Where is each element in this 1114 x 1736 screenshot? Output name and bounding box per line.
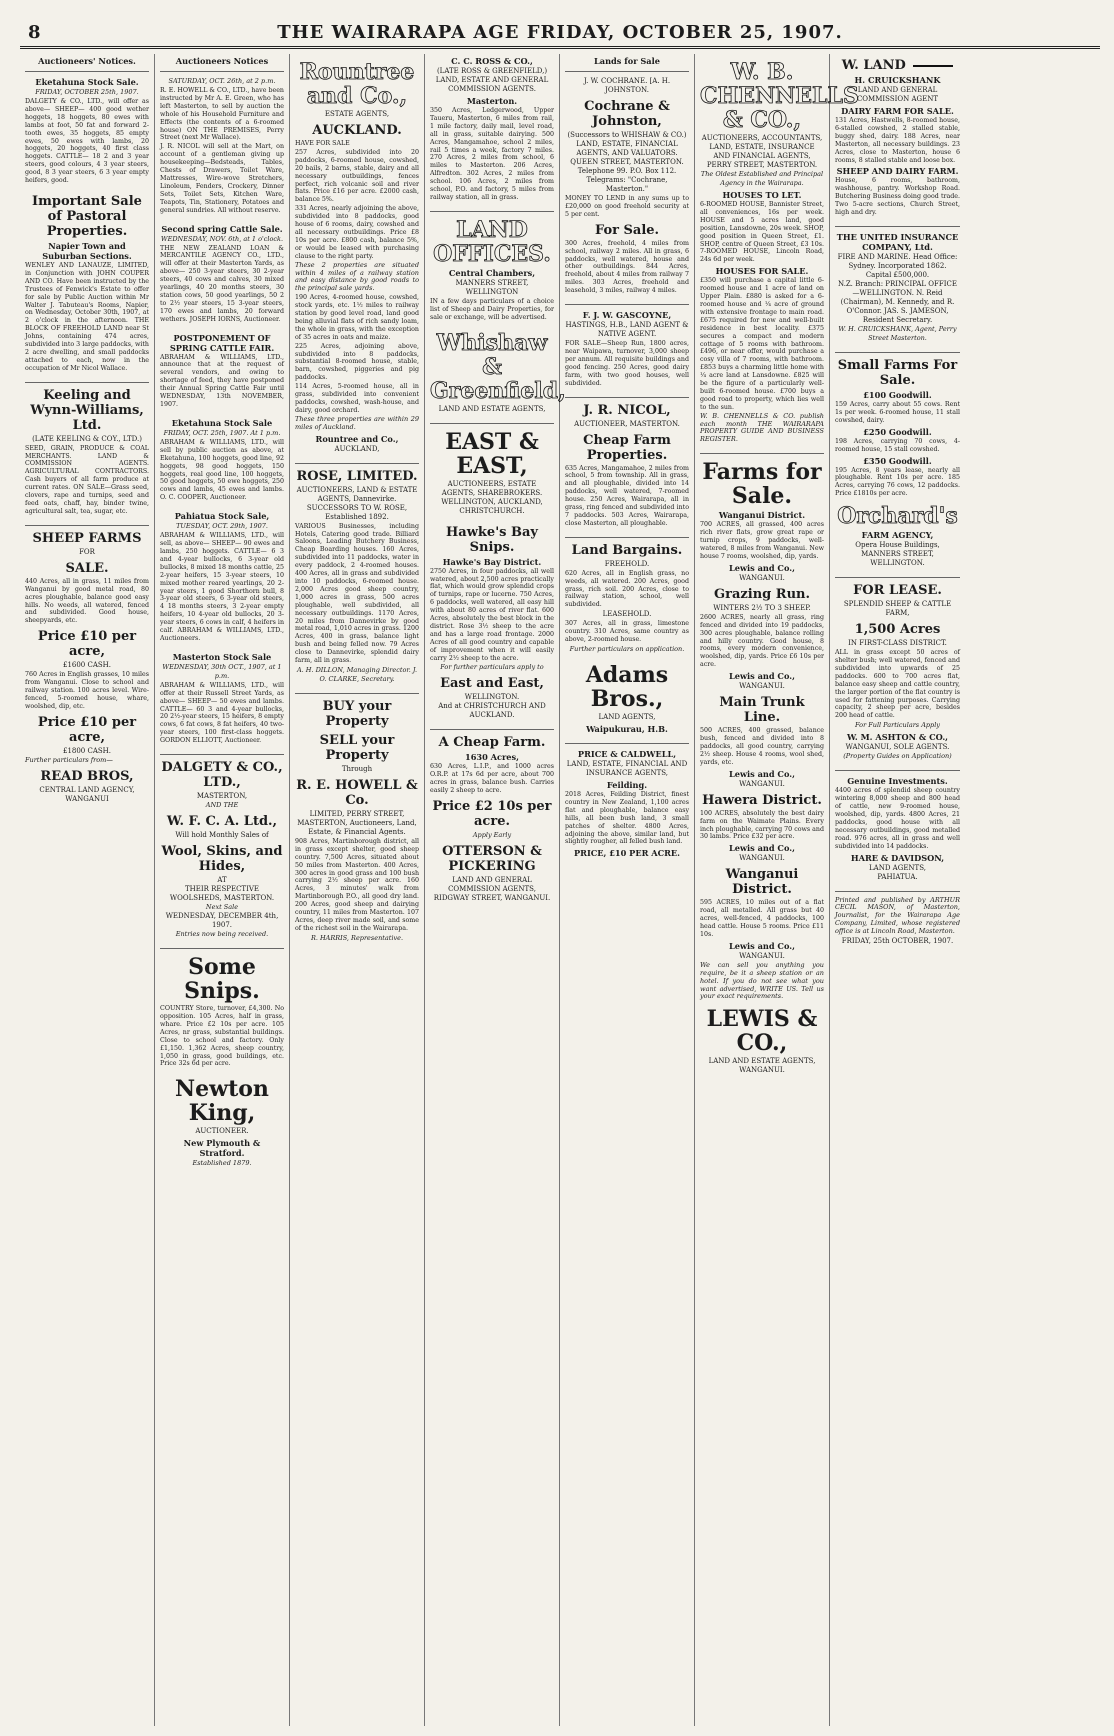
ad-subtitle: AUCTIONEERS, ESTATE AGENTS, SHAREBROKERS. WELLINGTON, AUCKLAND, CHRISTCHURCH. bbox=[441, 479, 543, 515]
ad-date: FRIDAY, OCTOBER 25th, 1907. bbox=[35, 88, 139, 96]
columns bbox=[20, 54, 1100, 1726]
agent-address: LAND AND GENERAL COMMISSION AGENTS, RIDGWAY STREET, WANGANUI. bbox=[433, 876, 551, 903]
ad-hawkes-bay bbox=[430, 525, 554, 721]
divider bbox=[160, 948, 284, 949]
listing-cash: £1600 CASH. bbox=[62, 661, 112, 670]
column-4 bbox=[425, 54, 566, 1726]
divider bbox=[565, 304, 689, 305]
agent-address: WELLINGTON. bbox=[464, 693, 520, 702]
ad-note: (Property Guides on Application) bbox=[843, 752, 952, 761]
ad-rose-limited bbox=[295, 469, 419, 684]
ad-subtitle: (LATE ROSS & GREENFIELD,) LAND, ESTATE AND GENERAL COMMISSION AGENTS. bbox=[435, 67, 549, 93]
agent-city: WANGANUI. bbox=[739, 573, 785, 582]
ad-title: PRICE & CALDWELL, bbox=[577, 749, 677, 759]
listing-price: Price £10 per acre, bbox=[37, 714, 137, 745]
ad-body: Entries now being received. bbox=[175, 930, 269, 939]
ad-title: Cochrane & Johnston, bbox=[584, 99, 670, 129]
ad-further: Further particulars on application. bbox=[569, 645, 685, 653]
divider bbox=[160, 71, 284, 72]
ad-subtitle: LAND AND GENERAL COMMISSION AGENT bbox=[856, 86, 939, 103]
ad-apply: Apply Early bbox=[472, 831, 512, 840]
ad-subtitle: 1630 Acres, bbox=[465, 752, 519, 763]
ad-cochrane bbox=[565, 77, 689, 295]
ad-keeling bbox=[25, 388, 149, 516]
ad-place: New Plymouth & Stratford. bbox=[183, 1138, 261, 1159]
ad-body: SEED, GRAIN, PRODUCE & COAL MERCHANTS. LAND & COMMISSION AGENTS. AGRICULTURAL CONTRACTORS. Cash buyers of all farm produce at current rates. ON SALE—Grass seed, clovers, rape and turnips, seed and feed oats, chaff, hay, binder twine, agricultural salt, tea, sugar, etc. bbox=[25, 444, 149, 515]
ad-heading: DAIRY FARM FOR SALE. bbox=[841, 106, 954, 116]
column-3 bbox=[290, 54, 425, 1726]
divider bbox=[835, 226, 960, 227]
ad-second-spring bbox=[160, 224, 284, 324]
page-number: 8 bbox=[28, 22, 41, 43]
column-1 bbox=[20, 54, 155, 1726]
goodwill-title: £350 Goodwill. bbox=[863, 455, 932, 466]
ad-title: Hawera District. bbox=[702, 792, 822, 808]
agent-city: WANGANUI. bbox=[739, 682, 785, 691]
ad-title: POSTPONEMENT OF SPRING CATTLE FAIR. bbox=[169, 332, 275, 353]
ad-through: Through bbox=[341, 764, 373, 773]
ad-subtitle: AUCTIONEER, MASTERTON. bbox=[574, 419, 680, 428]
ad-body: 635 Acres, Mangamahoe, 2 miles from school, 5 from township. All in grass, and all ploughable, divided into 14 paddocks, well watered, 7-roomed house. 250 Acres, Wairarapa, all in grass, ring fenced and subdivided into 7 paddocks. 503 Acres, Wairarapa, close Masterton, all ploughable. bbox=[565, 464, 689, 527]
listing-text: 190 Acres, 4-roomed house, cowshed, stock yards, etc. 1½ miles to railway station by good level road, land good being alluvial flats of rich sandy loam, the whole in grass, with the exception of 35 acres in oats and maize. bbox=[295, 294, 419, 341]
arrow-icon bbox=[913, 65, 953, 67]
divider bbox=[835, 352, 960, 353]
ad-names: J. W. COCHRANE. [A. H. JOHNSTON. bbox=[583, 77, 671, 94]
ad-chennells bbox=[700, 59, 859, 444]
divider bbox=[835, 770, 960, 771]
ad-title: Masterton Stock Sale bbox=[172, 651, 272, 662]
ad-signature: W. B. CHENNELLS & CO. publish each month THE WAIRARAPA PROPERTY GUIDE AND BUSINESS REGISTER. bbox=[700, 411, 824, 444]
divider bbox=[430, 211, 554, 212]
ad-city: Masterton. bbox=[466, 96, 518, 106]
ad-subtitle: AUCTIONEER. bbox=[195, 1127, 249, 1136]
listing-note: These 2 properties are situated within 4 miles of a railway station and easy distance by good roads to the principal sale yards. bbox=[295, 260, 419, 293]
ad-body: 2018 Acres, Feilding District, finest country in New Zealand, 1,100 acres flat and ploughable, balance easy hills, all been bush land, 3 small patches of shelter. 4800 Acres, adjoining the above, similar land, but slightly rougher, all felled bush land. bbox=[565, 791, 689, 846]
ad-further: For further particulars apply to bbox=[440, 663, 544, 672]
ad-date: FRIDAY, OCT. 25th, 1907. At 1 p.m. bbox=[163, 428, 281, 437]
ad-body: 4400 acres of splendid sheep country wintering 8,000 sheep and 800 head of cattle, new 9-roomed house, woolshed, dip, yards. 4800 Acres, 21 paddocks, good house with all necessary outbuildings, good metalled road. 976 acres, all in grass and well subdivided into 14 paddocks. bbox=[835, 787, 960, 850]
newspaper-title: THE WAIRARAPA AGE FRIDAY, OCTOBER 25, 1907. bbox=[277, 22, 843, 43]
listing-text: 331 Acres, nearly adjoining the above, subdivided into 8 paddocks, good house of 6 rooms, dairy, cowshed and all necessary outbuildings. Price £8 10s per acre. £800 cash, balance 5%, or would be leased with purchasing clause to the right party. bbox=[295, 205, 419, 260]
ad-body: 307 Acres, all in grass, limestone country. 310 Acres, same country as above, 2-roomed house. bbox=[565, 620, 689, 644]
ad-address: QUEEN STREET, MASTERTON. Telephone 99. P.O. Box 112. Telegrams: "Cochrane, Masterton." bbox=[570, 158, 684, 193]
ad-note: We can sell you anything you require, be it a sheep station or an hotel. If you do not see what you want advertised, WRITE US. Tell us your exact requirements. bbox=[700, 960, 824, 1001]
ad-title: Pahiatua Stock Sale, bbox=[174, 511, 270, 522]
ad-body: ALL in grass except 50 acres of shelter bush; well watered, fenced and subdivided into upwards of 25 paddocks. 600 to 700 acres flat, balance easy sheep and cattle country, the larger portion of the flat country is used for fattening purposes. Carrying capacity, 2 sheep per acre, besides 200 head of cattle. bbox=[835, 649, 960, 720]
ad-body: 2750 Acres, in four paddocks, all well watered, about 2,500 acres practically flat, which would grow splendid crops of turnips, rape or lucerne. 750 Acres, 6 paddocks, well watered, all easy hill with about 80 acres of river flat. 600 Acres, absolutely the best block in the district. Rose 3½ sheep to the acre and has a large road frontage. 2000 Acres of all good country and capable of improvement when it will easily carry 2½ sheep to the acre. bbox=[430, 567, 554, 662]
ad-title: Rountree and Co., bbox=[299, 59, 415, 109]
ad-postponement bbox=[160, 333, 284, 409]
ad-title: Grazing Run. bbox=[714, 586, 810, 602]
ad-title: EAST & EAST, bbox=[445, 428, 539, 479]
divider bbox=[25, 382, 149, 383]
ad-sheep-farms bbox=[25, 531, 149, 804]
ad-title: J. R. NICOL, bbox=[583, 402, 671, 418]
ad-cruickshank bbox=[835, 58, 960, 217]
ad-subtitle: AUCTIONEERS, ACCOUNTANTS, LAND, ESTATE, INSURANCE AND FINANCIAL AGENTS, bbox=[701, 134, 823, 160]
ad-gascoyne bbox=[565, 310, 689, 387]
listing-text: 114 Acres, 5-roomed house, all in grass, subdivided into convenient paddocks, cowshed, wash-house, and dairy, good orchard. bbox=[295, 383, 419, 414]
ad-subtitle: AND THE bbox=[205, 801, 239, 810]
ad-body: VARIOUS Businesses, including Hotels, Catering good trade. Billiard Saloons, Leading Butchery Business, Cheap Boarding houses. 160 Acres, subdivided into 11 paddocks, water in every paddock, 2 4-roomed houses. 400 Acres, all in grass and subdivided into 10 paddocks, 6-roomed house. 2,000 Acres good sheep country, 1,000 acres in grass, 500 acres ploughable, well subdivided, all necessary outbuildings. 1170 Acres, 20 miles from Dannevirke by good metal road, 1,010 acres in grass. 1200 Acres, 400 in grass, balance light bush and being felled now. 79 Acres close to Dannevirke, splendid dairy farm, all in grass. bbox=[295, 522, 419, 665]
ad-date: WEDNESDAY, NOV. 6th, at 1 o'clock. bbox=[160, 234, 284, 243]
ad-subtitle: HASTINGS, H.B., LAND AGENT & NATIVE AGENT. bbox=[565, 321, 689, 339]
ad-body: THEIR RESPECTIVE WOOLSHEDS, MASTERTON. bbox=[169, 885, 275, 903]
ad-subtitle: LEASEHOLD. bbox=[602, 610, 652, 619]
agent-name: Lewis and Co., bbox=[729, 562, 795, 573]
ad-subtitle: LAND AND ESTATE AGENTS, bbox=[438, 404, 546, 413]
column-2 bbox=[155, 54, 290, 1726]
ad-title: W. F. C. A. Ltd., bbox=[166, 814, 278, 830]
ad-established: Established 1879. bbox=[192, 1159, 252, 1168]
agent-address: CENTRAL LAND AGENCY, WANGANUI bbox=[39, 785, 135, 803]
divider bbox=[25, 71, 149, 72]
divider bbox=[700, 453, 824, 454]
ad-body: AT bbox=[217, 876, 227, 885]
divider bbox=[835, 577, 960, 578]
divider bbox=[835, 891, 960, 892]
ad-land-offices bbox=[430, 218, 554, 322]
ad-date: TUESDAY, OCT. 29th, 1907. bbox=[176, 522, 268, 531]
ad-title: BUY your Property bbox=[322, 698, 392, 729]
listing-cash: £1800 CASH. bbox=[62, 746, 112, 755]
agent-city: WANGANUI. bbox=[739, 951, 785, 960]
ad-farms-for-sale bbox=[700, 460, 824, 1075]
ad-title: Land Bargains. bbox=[571, 542, 683, 558]
ad-ross bbox=[430, 56, 554, 202]
ad-eketahuna-sale bbox=[25, 77, 149, 185]
agent-name: READ BROS, bbox=[40, 768, 134, 784]
column-5 bbox=[560, 54, 695, 1726]
divider bbox=[430, 729, 554, 730]
agent-name: HARE & DAVIDSON, bbox=[850, 852, 945, 863]
agent-name: Lewis and Co., bbox=[729, 768, 795, 779]
listing-text: 440 Acres, all in grass, 11 miles from Wanganui by good metal road, 80 acres ploughable, balance good easy hills. No weeds, all watered, fenced and subdivided. Good house, sheepyards, etc. bbox=[25, 577, 149, 625]
ad-rountree bbox=[295, 60, 419, 454]
ad-land-bargains bbox=[565, 543, 689, 654]
listing-text: 760 Acres in English grasses, 10 miles from Wanganui. Close to school and railway station. 100 acres level. Wire-fenced, 5-roomed house, whare, woolshed, dip, etc. bbox=[25, 671, 149, 710]
agent-city: WANGANUI. bbox=[739, 779, 785, 788]
agent-name: East and East, bbox=[440, 676, 544, 692]
ad-title-line-2: FOR bbox=[79, 547, 95, 556]
ad-important-sale bbox=[25, 194, 149, 373]
imprint-text: Printed and published by ARTHUR CECIL MASON, of Masterton, Journalist, for the Wairarapa Age Company, Limited, whose registered office is at Lincoln Road, Masterton. bbox=[835, 895, 960, 936]
goodwill-title: £250 Goodwill. bbox=[863, 426, 932, 437]
imprint bbox=[835, 897, 960, 947]
agent-name: W. M. ASHTON & CO., bbox=[846, 732, 949, 743]
listing-text: 2600 ACRES, nearly all grass, ring fenced and divided into 19 paddocks, 300 acres ploughable, balance rolling and hilly country. Good house, 8 rooms, every modern convenience, woolshed, dip, yards. Price £6 10s per acre. bbox=[700, 613, 824, 669]
ad-body: DALGETY & CO., LTD., will offer as above— SHEEP— 400 good wether hoggets, 18 hoggets, 80 ewes with lambs at foot, 50 fat and forward 2-tooth ewes, 35 hoggets, 85 empty ewes, 50 ewes with lambs, 20 hoggets, 20 hoggets, 40 first class hoggets. CATTLE— 18 2 and 3 year steers, good colours, 4 3 year steers, good, 8 3 year steers, 6 3 year empty heifers, good. bbox=[25, 98, 149, 185]
agent-subtitle: WANGANUI, SOLE AGENTS. bbox=[845, 743, 950, 752]
ad-city: Waipukurau, H.B. bbox=[586, 724, 668, 734]
ad-apply: For Full Particulars Apply bbox=[855, 721, 940, 730]
ad-body: 620 Acres, all in English grass, no weeds, all watered. 200 Acres, good grass, rich soil. 200 Acres, close to railway station, school, well subdivided. bbox=[565, 569, 689, 609]
listing-text: 700 ACRES, all grassed, 400 acres rich river flats, grow great rape or turnip crops, 9 paddocks, well-watered, 8 miles from Wanganui. New house 7 rooms, woolshed, dip, yards. bbox=[700, 521, 824, 560]
listing-text: 159 Acres, carry about 55 cows. Rent 1s per week. 6-roomed house, 11 stall cowshed, dairy. bbox=[835, 400, 960, 424]
ad-body: J. R. NICOL will sell at the Mart, on account of a gentleman giving up housekeeping—Bedsteads, Tables, Chests of Drawers, Toilet Ware, Mattresses, Wire-wove Stretchers, Linoleum, Fenders, Crockery, Dinner Sets, Toilet Sets, Kitchen Ware, Teapots, Tin, Stationery, Potatoes and general sundries. All without reserve. bbox=[160, 143, 284, 214]
ad-title: Whishaw & Greenfield, bbox=[430, 329, 566, 404]
ad-title: DALGETY & CO., LTD., bbox=[161, 760, 283, 791]
divider bbox=[430, 423, 554, 424]
listing-note: These three properties are within 29 miles of Auckland. bbox=[295, 414, 419, 431]
ad-eketahuna-2 bbox=[160, 418, 284, 502]
ad-acres: 1,500 Acres bbox=[854, 622, 941, 638]
listing-price: PRICE, £10 PER ACRE. bbox=[573, 848, 680, 859]
ad-body: WENLEY AND LANAUZE, LIMITED, in Conjunction with JOHN COUPER AND CO. Have been instructed by the Trustees of Fenwick's Estate to offer for sale by Public Auction within Mr Walter J. Tabuteau's Rooms, Napier, on Wednesday, October 30th, 1907, at 2 o'clock in the afternoon. THE BLOCK OF FREEHOLD LAND near St Johns, containing 474 acres, subdivided into 3 large paddocks, with 2 acre dwelling, and small paddocks attached to each, now in the occupation of Mr Nicol Wallace. bbox=[25, 261, 149, 372]
ad-title: Important Sale of Pastoral Properties. bbox=[32, 193, 142, 239]
ad-date: WEDNESDAY, DECEMBER 4th, 1907. bbox=[165, 912, 279, 930]
agent-subtitle: LAND AND ESTATE AGENTS, bbox=[708, 1057, 816, 1066]
ad-some-snips bbox=[160, 955, 284, 1068]
listing-text: 225 Acres, adjoining above, subdivided into 8 paddocks, substantial 8-roomed house, stable, barn, cowshed, piggeries and pig paddocks. bbox=[295, 342, 419, 382]
ad-heading: HOUSES TO LET. bbox=[722, 190, 802, 200]
divider bbox=[565, 71, 689, 72]
ad-whishaw bbox=[430, 329, 566, 414]
ad-body: £350 will purchase a capital little 6-roomed house and 1 acre of land on Upper Plain. £880 is asked for a 6-roomed house and ¼ acre of ground with extensive frontage to main road. £675 required for new and well-built residence in best locality. £375 secures a compact and modern cottage of 5 rooms with bathroom. £496, or near offer, would purchase a cosy villa of 7 rooms, with bathroom. £853 buys a charming little home with ¼ acre land at Lansdowne. £825 will be the figure of a particularly well-built 6-roomed house. £700 buys a good road to property, which lies well to the sun. bbox=[700, 277, 824, 411]
section-heading: Lands for Sale bbox=[594, 56, 660, 66]
ad-subtitle: (LATE KEELING & COY., LTD.) bbox=[32, 434, 142, 443]
ad-title-line-3: SALE. bbox=[65, 560, 109, 576]
agent-address: Opera House Buildings, MANNERS STREET, WELLINGTON. bbox=[855, 541, 940, 568]
ad-intro: HAVE FOR SALE bbox=[295, 140, 350, 147]
ad-title: W. B. CHENNELLS & CO., bbox=[700, 59, 859, 133]
ad-body: Next Sale bbox=[205, 903, 239, 912]
ad-subtitle: LIMITED, PERRY STREET, MASTERTON, Auctioneers, Land, Estate, & Financial Agents. bbox=[297, 809, 417, 836]
ad-body: ABRAHAM & WILLIAMS, LTD., will offer at their Russell Street Yards, as above— SHEEP— 50 ewes and lambs. CATTLE— 60 3 and 4-year bullocks, 20 2½-year steers, 15 heifers, 8 empty cows, 6 fat cows, 8 fat heifers, 40 two-year steers, 100 first-class hoggets. GORDON ELLIOTT, Auctioneer. bbox=[160, 681, 284, 745]
agent-name: Orchard's bbox=[837, 503, 958, 530]
ad-address: PERRY STREET, MASTERTON. bbox=[706, 161, 818, 169]
ad-price-caldwell bbox=[565, 749, 689, 858]
logo-word: LAND bbox=[863, 58, 906, 73]
listing-text: 198 Acres, carrying 70 cows, 4-roomed house, 15 stall cowshed. bbox=[835, 437, 960, 453]
ad-title: For Sale. bbox=[594, 222, 660, 238]
ad-title: Genuine Investments. bbox=[847, 776, 948, 787]
listing-text: 100 ACRES, absolutely the best dairy farm on the Waimate Plains. Every inch ploughable, carrying 70 cows and 30 lambs. Price £32 per acre. bbox=[700, 809, 824, 841]
ad-signature: R. HARRIS, Representative. bbox=[310, 933, 404, 942]
ad-signature: A. H. DILLON, Managing Director. J. O. CLARKE, Secretary. bbox=[296, 665, 418, 683]
logo-initial: W. bbox=[841, 58, 859, 73]
divider bbox=[25, 525, 149, 526]
listing-text: 500 ACRES, 400 grassed, balance bush, fenced and divided into 8 paddocks, all good country, carrying 2½ sheep. House 4 rooms, wool shed, yards, etc. bbox=[700, 727, 824, 766]
ad-body: R. E. HOWELL & CO., LTD., have been instructed by Mr A. E. Green, who has left Masterton, to sell by auction the whole of his Household Furniture and Effects (the contents of a 6-roomed house) ON THE PREMISES, Perry Street (next Mr Wallace). bbox=[160, 87, 284, 142]
ad-body: ABRAHAM & WILLIAMS, LTD., will sell, as above— SHEEP— 90 ewes and lambs, 250 hoggets. CATTLE— 6 3 and 4-year bullocks, 6 3-year old bullocks, 8 mixed 18 months cattle, 25 2-year heifers, 15 3-year steers, 10 mixed mother reared yearlings, 20 2-year steers, 1 good Shorthorn bull, 8 3-year old steers, 6 3-year old steers, 4 18 months steers, 3 2-year empty heifers, 10 4-year old bullocks, 20 3-year steers, 6 cows in calf, 4 heifers in calf. ABRAHAM & WILLIAMS, LTD., Auctioneers. bbox=[160, 532, 284, 642]
ad-title: ROSE, LIMITED. bbox=[296, 468, 418, 484]
divider bbox=[565, 397, 689, 398]
land-logo bbox=[835, 58, 960, 73]
agent-name: Lewis and Co., bbox=[729, 671, 795, 682]
ad-body: House, 6 rooms, bathroom, washhouse, pantry. Workshop Road. Butchering Business doing good trade. Two 5-acre sections, Church Street, high and dry. bbox=[835, 177, 960, 217]
ad-title: Wanganui District. bbox=[725, 867, 799, 898]
ad-title: Rountree and Co., bbox=[315, 433, 399, 444]
ad-newton-king bbox=[160, 1077, 284, 1168]
agent-name: Lewis and Co., bbox=[729, 940, 795, 951]
ad-city: AUCKLAND. bbox=[312, 123, 402, 138]
ad-nicol bbox=[565, 403, 689, 528]
ad-body: ABRAHAM & WILLIAMS, LTD., will sell by public auction as above, at Eketahuna, 100 hoggets, good line, 92 hoggets, 98 good hoggets, 150 hoggets, real good line, 100 hoggets, 50 good hoggets, 50 ewe hoggets, 250 cows and lambs, 45 ewes and lambs. O. C. COOPER, Auctioneer. bbox=[160, 438, 284, 502]
ad-howell-furniture bbox=[160, 77, 284, 215]
ad-subtitle: LAND AGENTS, bbox=[598, 713, 656, 721]
ad-body: 131 Acres, Hastwells, 8-roomed house, 6-stalled cowshed, 2 stalled stable, buggy shed, dairy. 188 Acres, near Masterton, all necessary buildings. 23 Acres, close to Masterton, house 6 rooms, 8 stalled stable and loose box. bbox=[835, 117, 960, 164]
agent-subtitle: FARM AGENCY, bbox=[861, 530, 934, 541]
ad-title: Newton King, bbox=[175, 1076, 269, 1127]
ad-title: FOR LEASE. bbox=[853, 583, 942, 599]
ad-heading: Cheap Farm Properties. bbox=[583, 432, 671, 463]
agent-city: WANGANUI. bbox=[739, 1066, 785, 1075]
ad-cheap-farm bbox=[430, 735, 554, 903]
agent-city: WANGANUI. bbox=[739, 854, 785, 863]
ad-body: Will hold Monthly Sales of bbox=[175, 831, 269, 840]
divider bbox=[565, 743, 689, 744]
divider bbox=[565, 537, 689, 538]
ad-city: Feilding. bbox=[606, 780, 648, 790]
divider bbox=[295, 463, 419, 464]
ad-body: THE NEW ZEALAND LOAN & MERCANTILE AGENCY CO., LTD., will offer at their Masterton Yards, as above— 250 3-year steers, 30 2-year steers, 40 cows and calves, 30 mixed yearlings, 40 20 months steers, 30 station cows, 50 good yearlings, 50 2 to 2½ year steers, 15 3-year steers, 170 ewes and lambs, 20 forward wethers. JOSEPH IORNS, Auctioneer. bbox=[160, 244, 284, 323]
ad-title: Main Trunk Line. bbox=[719, 695, 805, 726]
ad-title: F. J. W. GASCOYNE, bbox=[582, 310, 672, 321]
divider bbox=[295, 693, 419, 694]
ad-agent: W. H. CRUICKSHANK, Agent, Perry Street Masterton. bbox=[838, 324, 957, 342]
agent-address: And at CHRISTCHURCH AND AUCKLAND. bbox=[438, 702, 546, 720]
ad-subtitle: LAND, ESTATE, FINANCIAL AND INSURANCE AGENTS, bbox=[566, 760, 688, 777]
ad-city: AUCKLAND, bbox=[334, 444, 380, 453]
ad-title: Wool, Skins, and Hides, bbox=[161, 844, 283, 875]
ad-date: WEDNESDAY, 30th OCT., 1907, at 1 p.m. bbox=[162, 662, 282, 680]
ad-title: C. C. ROSS & CO., bbox=[451, 56, 533, 66]
ad-body: N.Z. Branch: PRINCIPAL OFFICE—WELLINGTON. N. Reid (Chairman), M. Kennedy, and R. O'Connor. JAS. S. JAMESON, Resident Secretary. bbox=[838, 279, 957, 324]
agent-name: Lewis and Co., bbox=[729, 843, 795, 854]
ad-heading: HOUSES FOR SALE. bbox=[715, 266, 809, 277]
ad-title: H. CRUICKSHANK bbox=[854, 75, 941, 85]
ad-subtitle: Hawke's Bay District. bbox=[442, 556, 542, 567]
column-7 bbox=[830, 54, 965, 1726]
ad-title: LAND OFFICES. bbox=[433, 216, 551, 267]
ad-body: MONEY TO LEND in any sums up to £20,000 on good freehold security at 5 per cent. bbox=[565, 195, 689, 218]
ad-united-insurance bbox=[835, 232, 960, 343]
agent-name: R. E. HOWELL & Co. bbox=[296, 777, 418, 808]
ad-title-line-1: SHEEP FARMS bbox=[32, 530, 142, 546]
ad-body: 300 Acres, freehold, 4 miles from school, railway 2 miles. All in grass, 6 paddocks, well watered, house and other outbuildings. 844 Acres, freehold, about 4 miles from railway 7 miles. 303 Acres, freehold and leasehold, 3 miles, railway 4 miles. bbox=[565, 239, 689, 295]
ad-adams-bros bbox=[565, 663, 689, 734]
ad-title: Small Farms For Sale. bbox=[837, 357, 958, 388]
ad-heading: SHEEP AND DAIRY FARM. bbox=[836, 166, 959, 177]
ad-masterton-stock bbox=[160, 652, 284, 745]
ad-title: Eketahuna Stock Sale bbox=[171, 417, 273, 428]
ad-date: SATURDAY, OCT. 26th, at 2 p.m. bbox=[168, 77, 276, 85]
ad-title: Keeling and Wynn-Williams, Ltd. bbox=[30, 387, 144, 433]
ad-title: Eketahuna Stock Sale. bbox=[35, 77, 139, 87]
ad-title: Some Snips. bbox=[184, 954, 260, 1005]
goodwill-title: £100 Goodwill. bbox=[863, 389, 932, 400]
listing-text: 257 Acres, subdivided into 20 paddocks, 6-roomed house, cowshed, 20 bails, 2 barns, stable, dairy and all necessary outbuildings, fences perfect, rich volcanic soil and river flats. Price £16 per acre. £2000 cash, balance 5%. bbox=[295, 148, 419, 204]
ad-subtitle: Wanganui District. bbox=[718, 510, 806, 521]
divider bbox=[160, 754, 284, 755]
ad-body: FOR SALE—Sheep Run, 1800 acres, near Waipawa, turnover, 3,000 sheep per annum. All requisite buildings and good fencing. 250 Acres, good dairy farm, with two good houses, well subdivided. bbox=[565, 340, 689, 387]
ad-title: Hawke's Bay Snips. bbox=[446, 524, 538, 555]
ad-address: MANNERS STREET, WELLINGTON bbox=[455, 278, 529, 296]
ad-further: Further particulars from— bbox=[25, 755, 113, 764]
masthead bbox=[20, 20, 1100, 49]
ad-subtitle: ESTATE AGENTS, bbox=[324, 110, 390, 118]
ad-body: 630 Acres, L.I.P., and 1000 acres O.R.P. at 17s 6d per acre, about 700 acres in grass, balance bush. Carries easily 2 sheep to acre. bbox=[430, 763, 554, 795]
ad-small-farms bbox=[835, 358, 960, 568]
listing-price: Price £2 10s per acre. bbox=[432, 799, 552, 830]
ad-title: A Cheap Farm. bbox=[438, 735, 546, 751]
ad-title: THE UNITED INSURANCE COMPANY, Ltd. bbox=[836, 231, 959, 252]
ad-pahiatua bbox=[160, 511, 284, 643]
ad-body: 908 Acres, Martinborough district, all in grass except shelter, good sheep country. 7,500 Acres, situated about 50 miles from Masterton. 400 Acres, 300 acres in good grass and 100 bush carrying 2½ sheep per acre. 160 Acres, 3 minutes' walk from Martinborough P.O., all good dry land. 200 Acres, good sheep and dairying country, 11 miles from Masterton. 107 Acres, deep river made soil, and some of the richest soil in the Wairarapa. bbox=[295, 837, 419, 932]
ad-body: COUNTRY Store, turnover, £4,300. No opposition. 105 Acres, half in grass, whare. Price £2 10s per acre. 105 Acres, nr grass, substantial buildings. Close to school and factory. Only £1,150. 1,362 Acres, sheep country, 1,050 in grass, good buildings, etc. Price 32s 6d per acre. bbox=[160, 1005, 284, 1068]
ad-established: The Oldest Established and Principal Agency in the Wairarapa. bbox=[700, 170, 824, 187]
ad-east-east bbox=[430, 430, 554, 516]
column-6 bbox=[695, 54, 859, 1726]
agent-name: OTTERSON & PICKERING bbox=[442, 844, 542, 875]
ad-title: SELL your Property bbox=[319, 732, 395, 763]
listing-text: 195 Acres, 8 years lease, nearly all ploughable. Rent 10s per acre. 185 Acres, carrying 76 cows, 12 paddocks. Price £1810s per acre. bbox=[835, 466, 960, 498]
ad-subtitle: SPLENDID SHEEP & CATTLE FARM, bbox=[843, 600, 952, 618]
ad-title: Second spring Cattle Sale. bbox=[161, 223, 283, 234]
ad-genuine-investments bbox=[835, 776, 960, 881]
ad-title: Farms for Sale. bbox=[702, 459, 822, 510]
ad-body: 350 Acres, Ledgerwood, Upper Taueru, Masterton, 6 miles from rail, 1 mile factory, daily mail, level road, all in grass, suitable dairying. 500 Acres, Mangamahoe, school 2 miles, rail 5 times a week, factory 7 miles. 270 Acres, 2 miles from school, 6 miles to Masterton. 206 Acres, Alfredton. 302 Acres, 2 miles from school. 106 Acres, 2 miles from school, P.O. and factory, 5 miles from railway station, all in grass. bbox=[430, 107, 554, 201]
listing-price: Price £10 per acre, bbox=[37, 629, 137, 660]
agent-subtitle: LAND AGENTS, bbox=[869, 863, 926, 872]
ad-subtitle: (Successors to WHISHAW & CO.) LAND, ESTATE, FINANCIAL AGENTS, AND VALUATORS. bbox=[567, 131, 687, 157]
ad-body: 6-ROOMED HOUSE, Bannister Street, all conveniences, 16s per week. HOUSE and 5 acres land, good position, Lansdowne, 20s week. SHOP, good position in Queen Street, £1. SHOP, centre of Queen Street, £3 10s. 7-ROOMED HOUSE, Lincoln Road, 24s 6d per week. bbox=[700, 201, 824, 264]
imprint-date: FRIDAY, 25th OCTOBER, 1907. bbox=[841, 937, 954, 946]
ad-subtitle: MASTERTON, bbox=[196, 792, 248, 801]
ad-subtitle: FREEHOLD. bbox=[604, 559, 650, 568]
agent-city: PAHIATUA. bbox=[877, 872, 918, 881]
notices-heading: Auctioneers' Notices. bbox=[38, 56, 136, 66]
ad-subtitle: FIRE AND MARINE. Head Office: Sydney. Incorporated 1862. Capital £500,000. bbox=[837, 252, 958, 279]
ad-subtitle: WINTERS 2½ TO 3 SHEEP. bbox=[713, 603, 811, 612]
ad-body: IN a few days particulars of a choice list of Sheep and Dairy Properties, for sale or exchange, will be advertised. bbox=[430, 297, 554, 321]
ad-buy-property bbox=[295, 699, 419, 943]
ad-title: Adams Bros., bbox=[585, 662, 669, 712]
ad-subtitle: Central Chambers, bbox=[448, 267, 536, 278]
ad-subtitle: IN FIRST-CLASS DISTRICT. bbox=[848, 639, 947, 648]
ad-subtitle: AUCTIONEERS, LAND & ESTATE AGENTS, Dannevirke. SUCCESSORS TO W. ROSE, Established 1892. bbox=[296, 485, 418, 521]
ad-dalgety-wool bbox=[160, 760, 284, 939]
ad-for-lease bbox=[835, 583, 960, 761]
agent-name: LEWIS & CO., bbox=[706, 1006, 818, 1057]
ad-body: ABRAHAM & WILLIAMS, LTD., announce that at the request of several vendors, and owing to shortage of feed, they have postponed their Annual Spring Cattle Fair until WEDNESDAY, 13th NOVEMBER, 1907. bbox=[160, 353, 284, 408]
listing-text: 595 ACRES, 10 miles out of a flat road, all metalled. All grass but 40 acres, well-fenced, 4 paddocks, 100 head cattle. House 5 rooms. Price £11 10s. bbox=[700, 899, 824, 938]
notices-heading: Auctioneers Notices bbox=[175, 56, 269, 66]
ad-subtitle: Napier Town and Suburban Sections. bbox=[42, 240, 132, 261]
